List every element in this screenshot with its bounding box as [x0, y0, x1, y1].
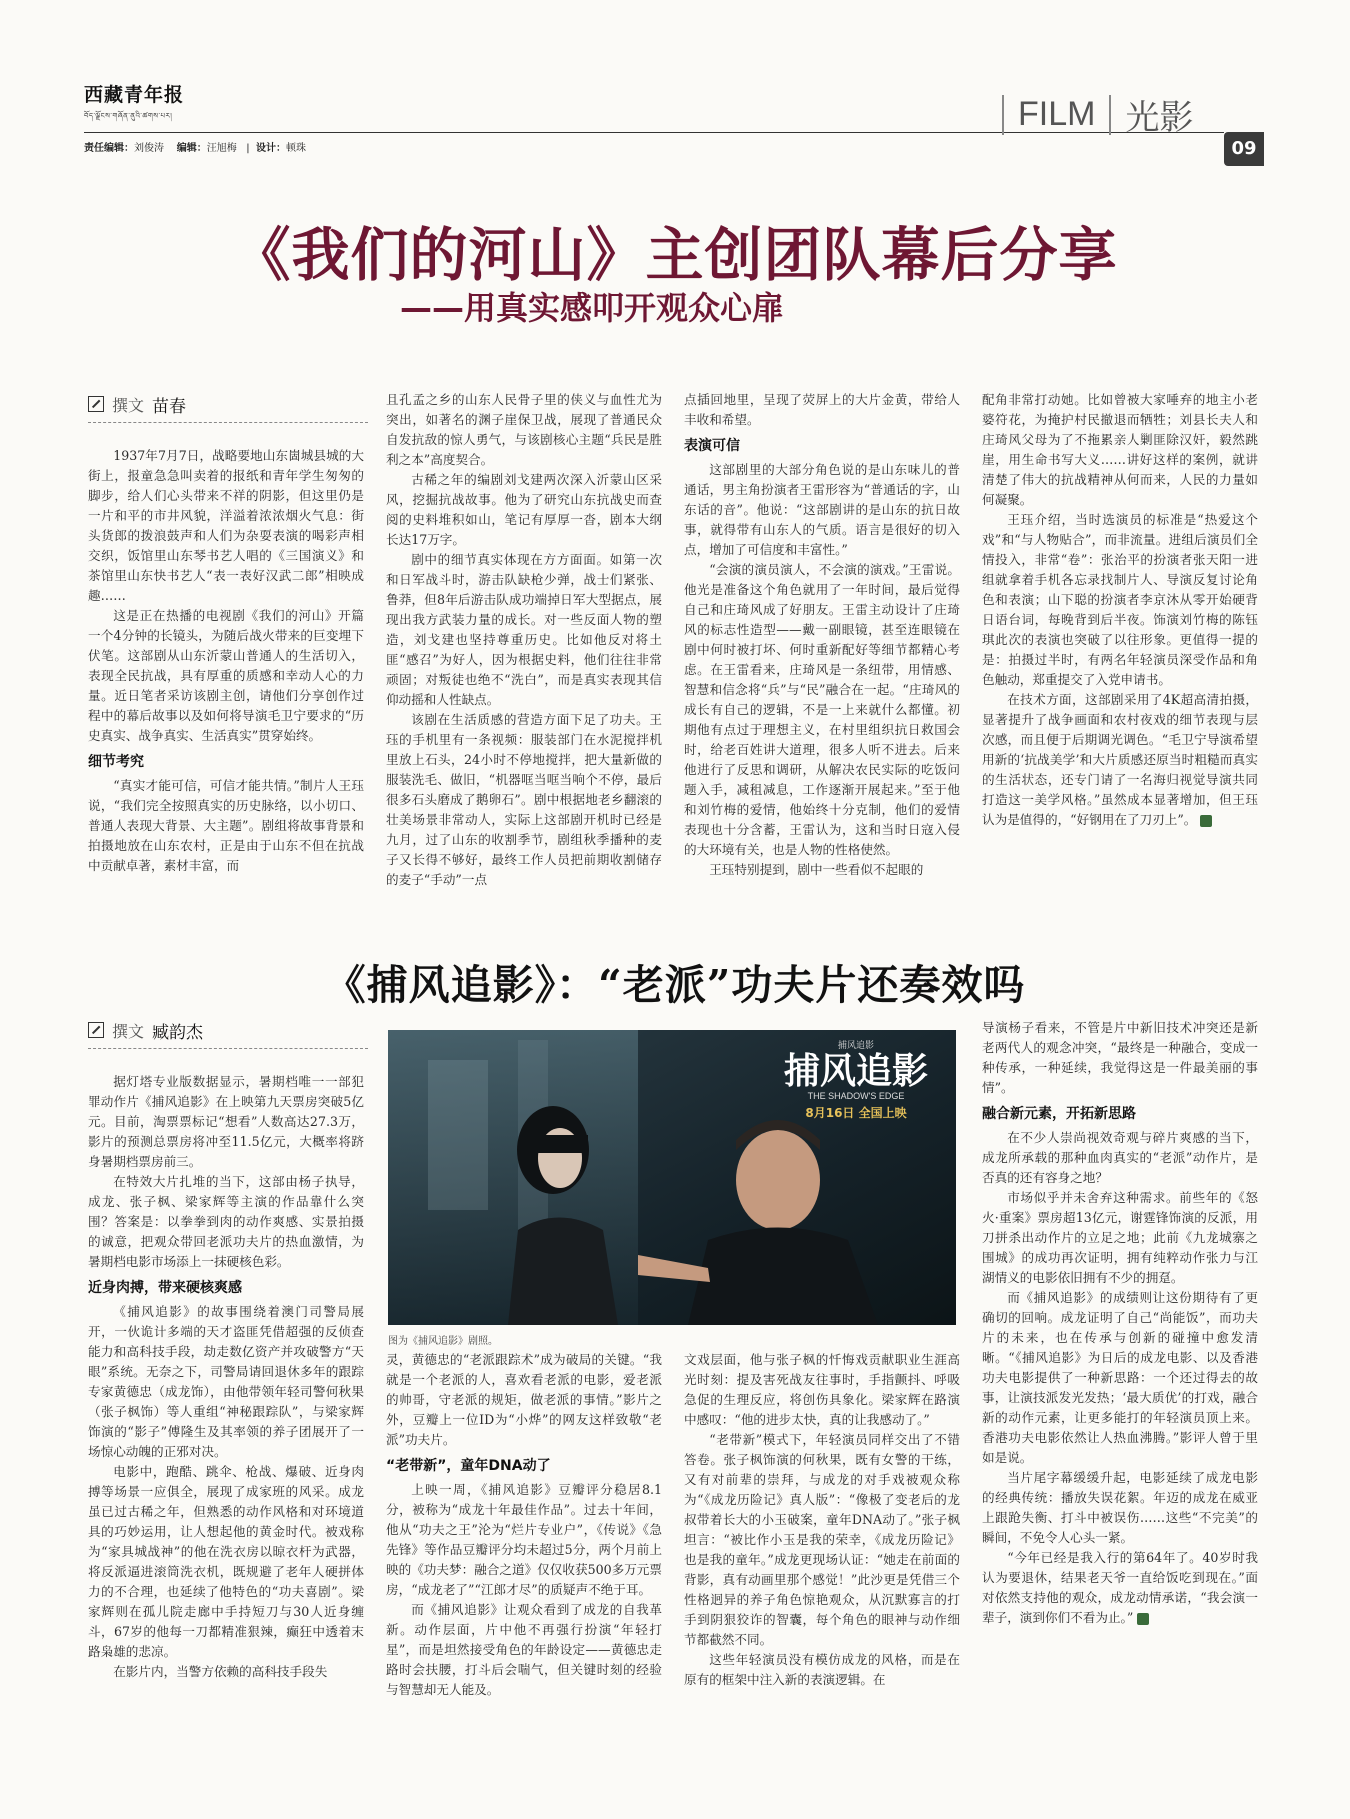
section-heading: 融合新元素，开拓新思路	[982, 1106, 1136, 1122]
article1-subtitle: ——用真实感叩开观众心扉	[400, 289, 785, 327]
paragraph: 古稀之年的编剧刘戈建两次深入沂蒙山区采风，挖掘抗战故事。他为了研究山东抗战史而查阅的史料堆积如山，笔记有厚厚一沓，剧本大纲长达17万字。	[386, 472, 662, 547]
paragraph: 该剧在生活质感的营造方面下足了功夫。王珏的手机里有一条视频：服装部门在水泥搅拌机里放上石头，24小时不停地搅拌，把大量新做的服装洗毛、做旧，“机器哐当哐当响个不停，最后很多石头磨成了鹅卵石”。剧中根据地老乡翻滚的壮美场景非常动人，实际上这部剧开机时已经是九月，过了山东的收割季节，剧组秋季播种的麦子又长得不够好，最终工作人员把前期收割储存的麦子“手动”一点	[386, 712, 662, 887]
section-cn: 光影	[1125, 99, 1194, 137]
byline-rule	[88, 422, 368, 423]
paragraph: “老带新”模式下，年轻演员同样交出了不错答卷。张子枫饰演的何秋果，既有女警的干练，又有对前辈的崇拜，与成龙的对手戏被观众称为“《成龙历险记》真人版”：“像极了变老后的龙叔带着长大的小玉破案，童年DNA动了。”张子枫坦言：“被比作小玉是我的荣幸，《成龙历险记》也是我的童年。”成龙更现场认证：“她走在前面的背影，真有动画里那个感觉！”此沙更是凭借三个性格迥异的养子角色惊艳观众，从沉默寡言的打手到阴狠狡诈的智囊，每个角色的眼神与动作细节都截然不同。	[684, 1432, 960, 1647]
page-number: 09	[1224, 132, 1264, 166]
section-divider	[1002, 95, 1004, 135]
paragraph: 文戏层面，他与张子枫的忏悔戏贡献职业生涯高光时刻：提及害死战友往事时，手指颤抖、呼吸急促的生理反应，将创伤具象化。梁家辉在路演中感叹：“他的进步太快，真的让我感动了。”	[684, 1352, 960, 1427]
pen-icon	[88, 396, 104, 412]
article2-byline	[88, 1018, 368, 1042]
article2-title: 《捕风追影》：“老派”功夫片还奏效吗	[324, 961, 1026, 1009]
paragraph-text: 在技术方面，这部剧采用了4K超高清拍摄，显著提升了战争画面和农村夜戏的细节表现与层次感，而且便于后期调光调色。“毛卫宁导演希望用新的‘抗战美学’和大片质感还原当时粗糙而真实的生活状态，还专门请了一名海归视觉导演共同打造这一美学风格。”虽然成本显著增加，但王珏认为是值得的，“好钢用在了刀刃上”。	[982, 692, 1258, 827]
paragraph: 而《捕风追影》让观众看到了成龙的自我革新。动作层面，片中他不再强行扮演“年轻打星”，而是坦然接受角色的年龄设定——黄德忠走路时会扶腰，打斗后会喘气，但关键时刻的经验与智慧却无人能及。	[386, 1602, 662, 1697]
article1-byline	[88, 392, 368, 416]
paragraph	[982, 690, 1258, 830]
masthead	[84, 80, 184, 128]
paragraph: 这是正在热播的电视剧《我们的河山》开篇一个4分钟的长镜头，为随后战火带来的巨变埋下伏笔。这部剧从山东沂蒙山普通人的生活切入，表现全民抗战，具有厚重的质感和幸动人心的力量。近日笔者采访该剧主创，请他们分享创作过程中的幕后故事以及如何将导演毛卫宁要求的“历史真实、战争真实、生活真实”贯穿始终。	[88, 608, 364, 743]
pen-icon	[88, 1022, 104, 1038]
article2-col3	[684, 1350, 960, 1742]
poster-date: 8月16日 全国上映	[805, 1106, 907, 1120]
paragraph: 导演杨子看来，不管是片中新旧技术冲突还是新老两代人的观念冲突，“最终是一种融合，变成一种传承，一种延续，我觉得这是一件最美丽的事情”。	[982, 1020, 1258, 1095]
byline-author: 臧韵杰	[152, 1022, 204, 1043]
poster-title: 捕风追影	[783, 1050, 928, 1092]
article2-byline-block	[88, 1018, 368, 1049]
paragraph: 据灯塔专业版数据显示，暑期档唯一一部犯罪动作片《捕风追影》在上映第九天票房突破5亿元。目前，淘票票标记“想看”人数高达27.3万，影片的预测总票房将冲至11.5亿元，大概率将跻身暑期档票房前三。	[88, 1074, 364, 1169]
byline-author: 苗春	[152, 396, 187, 417]
article2-col2	[386, 1350, 662, 1742]
article1-title: 《我们的河山》主创团队幕后分享	[232, 221, 1118, 289]
poster-small-title: 捕风追影	[837, 1041, 874, 1051]
paragraph: 点插回地里，呈现了荧屏上的大片金黄，带给人丰收和希望。	[684, 392, 960, 427]
poster-overlay	[766, 1038, 946, 1121]
article1-col3	[684, 390, 960, 926]
editor-name: 刘俊涛	[134, 143, 164, 154]
poster-en-title: THE SHADOW'S EDGE	[807, 1091, 905, 1101]
paragraph: 在影片内，当警方依赖的高科技手段失	[113, 1664, 328, 1679]
paragraph: 这些年轻演员没有模仿成龙的风格，而是在原有的框架中注入新的表演逻辑。在	[684, 1652, 960, 1687]
article2-col1	[88, 1072, 364, 1742]
paragraph: 《捕风追影》的故事围绕着澳门司警局展开，一伙诡计多端的天才盗匪凭借超强的反侦查能力和高科技手段，劫走数亿资产并攻破警方“天眼”系统。无奈之下，司警局请回退休多年的跟踪专家黄德忠（成龙饰），由他带领年轻司警何秋果（张子枫饰）等人重组“神秘跟踪队”，与梁家辉饰演的“影子”傅隆生及其率领的养子团展开了一场惊心动魄的正邪对决。	[88, 1304, 364, 1459]
paragraph: 剧中的细节真实体现在方方面面。如第一次和日军战斗时，游击队缺枪少弹，战士们紧张、鲁莽，但8年后游击队成功端掉日军大型据点，展现出我方武装力量的成长。对一些反面人物的塑造，刘戈建也坚持尊重历史。比如他反对将土匪“感召”为好人，因为根据史料，他们往往非常顽固；对叛徒也绝不“洗白”，而是真实表现其信仰动摇和人性缺点。	[386, 552, 662, 707]
paragraph	[982, 1548, 1258, 1628]
byline-rule	[88, 1048, 368, 1049]
section-heading: 细节考究	[88, 754, 144, 770]
paragraph: “真实才能可信，可信才能共情。”制片人王珏说，“我们完全按照真实的历史脉络，以小切口、普通人表现大背景、大主题”。剧组将故事背景和拍摄地放在山东农村，正是由于山东不但在抗战中贡献卓著，素材丰富，而	[88, 778, 364, 873]
paragraph: 这部剧里的大部分角色说的是山东味儿的普通话，男主角扮演者王雷形容为“普通话的字，山东话的音”。他说：“这部剧讲的是山东的抗日故事，就得带有山东人的气质。语言是很好的切入点，增加了可信度和丰富性。”	[684, 462, 960, 557]
paragraph: 上映一周，《捕风追影》豆瓣评分稳居8.1分，被称为“成龙十年最佳作品”。过去十年间，他从“功夫之王”沦为“烂片专业户”，《传说》《急先锋》等作品豆瓣评分均未超过5分，两个月前上映的《功夫梦：融合之道》仅仅收获500多万元票房，“成龙老了”“江郎才尽”的质疑声不绝于耳。	[386, 1482, 662, 1597]
article2-col4	[982, 1018, 1258, 1742]
article1-byline-block	[88, 392, 368, 423]
section-heading: 近身肉搏，带来硬核爽感	[88, 1280, 242, 1296]
section-divider-2	[1109, 95, 1111, 135]
byline-label: 撰文	[112, 395, 145, 415]
section-heading: 表演可信	[684, 438, 740, 454]
end-mark-icon	[1200, 815, 1212, 827]
photo-caption: 图为《捕风追影》剧照。	[388, 1336, 498, 1347]
paragraph: 且孔孟之乡的山东人民骨子里的侠义与血性尤为突出，如著名的渊子崖保卫战，展现了普通民众自发抗敌的惊人勇气，与该剧核心主题“兵民是胜利之本”高度契合。	[386, 392, 662, 467]
editor-label: 责任编辑：	[84, 143, 134, 154]
paragraph: 电影中，跑酷、跳伞、枪战、爆破、近身肉搏等场景一应俱全，展现了成家班的风采。成龙虽已过古稀之年，但熟悉的动作风格和对环境道具的巧妙运用，让人想起他的黄金时代。被戏称为“家具城战神”的他在洗衣房以晾衣杆为武器，将反派逼进滚筒洗衣机，既规避了老年人硬拼体力的不合理，也延续了他特色的“功夫喜剧”。梁家辉则在孤儿院走廊中手持短刀与30人近身缠斗，67岁的他每一刀都精准狠辣，癫狂中透着末路枭雄的悲凉。	[88, 1464, 364, 1659]
design-label: 设计：	[255, 143, 286, 154]
article1-col1	[88, 446, 364, 926]
paragraph: 在特效大片扎堆的当下，这部由杨子执导，成龙、张子枫、梁家辉等主演的作品靠什么突围？答案是：以拳拳到肉的动作爽感、实景拍摄的诚意，把观众带回老派功夫片的热血激情，为暑期档电影市场添上一抹硬核色彩。	[88, 1174, 364, 1269]
paragraph-text: “今年已经是我入行的第64年了。40岁时我认为要退休，结果老天爷一直给饭吃到现在。”面对依然支持他的观众，成龙动情承诺，“我会演一辈子，演到你们不看为止。”	[982, 1550, 1258, 1625]
masthead-subtitle: བོད་ལྗོངས་གཞོན་ནུའི་ཚགས་པར།	[84, 112, 173, 120]
paragraph: “会演的演员演人，不会演的演戏。”王雷说。他光是准备这个角色就用了一年时间，最后觉得自己和庄琦风成了好朋友。王雷主动设计了庄琦风的标志性造型——戴一副眼镜，甚至连眼镜在剧中何时被打坏、何时重新配好等细节都精心考虑。在王雷看来，庄琦风是一条纽带，用情感、智慧和信念将“兵”与“民”融合在一起。“庄琦风的成长有自己的逻辑，不是一上来就什么都懂。初期他有点过于理想主义，在村里组织抗日救国会时，给老百姓讲大道理，很多人听不进去。后来他进行了反思和调研，从解决农民实际的吃饭问题入手，减租减息，工作逐渐开展起来。”至于他和刘竹梅的爱情，他始终十分克制，他们的爱情表现也十分含蓄，王雷认为，这和当时日寇入侵的大环境有关，也是人物的性格使然。	[684, 562, 960, 857]
paragraph: 1937年7月7日，战略要地山东崮城县城的大街上，报童急急叫卖着的报纸和青年学生匆匆的脚步，给人们心头带来不祥的阴影，但这里仍是一片和平的市井风貌，洋溢着浓浓烟火气息：街头货郎的拨浪鼓声和人们为杂耍表演的喝彩声相交织，饭馆里山东琴书艺人唱的《三国演义》和茶馆里山东快书艺人“表一表好汉武二郎”相映成趣……	[88, 448, 364, 603]
credits: 责任编辑：刘俊涛 编辑：汪旭梅 | 设计：顿珠	[84, 143, 306, 154]
section-heading: “老带新”，童年DNA动了	[386, 1458, 551, 1474]
paragraph: 灵，黄德忠的“老派跟踪术”成为破局的关键。“我就是一个老派的人，喜欢看老派的电影，爱老派的帅哥，守老派的规矩，做老派的事情。”影片之外，豆瓣上一位ID为“小烨”的网友这样致敬“老派”功夫片。	[386, 1352, 662, 1447]
article1-col2	[386, 390, 662, 926]
paragraph: 而《捕风追影》的成绩则让这份期待有了更确切的回响。成龙证明了自己“尚能饭”，而功夫片的未来，也在传承与创新的碰撞中愈发清晰。“《捕风追影》为日后的成龙电影、以及香港功夫电影提供了一种新思路：一个还过得去的故事，让演技派发光发热；‘最大质优’的打戏，融合新的动作元素，让更多能打的年轻演员顶上来。香港功夫电影依然让人热血沸腾。”影评人曾于里如是说。	[982, 1290, 1258, 1465]
masthead-title: 西藏青年报	[84, 84, 185, 106]
paragraph: 市场似乎并未舍弃这种需求。前些年的《怒火·重案》票房超13亿元，谢霆锋饰演的反派，用刀拼杀出动作片的立足之地；此前《九龙城寨之围城》的成功再次证明，拥有纯粹动作张力与江湖情义的电影依旧拥有不少的拥趸。	[982, 1190, 1258, 1285]
article1-col4	[982, 390, 1258, 926]
section-tag	[988, 90, 1193, 139]
paragraph: 王珏介绍，当时选演员的标准是“热爱这个戏”和“与人物贴合”，而非流量。进组后演员们全情投入，非常“卷”：张治平的扮演者张天阳一进组就拿着手机各忘录找制片人、导演反复讨论角色和表演；山下聪的扮演者李京沐从零开始硬背日语台词，每晚背到后半夜。饰演刘竹梅的陈钰琪此次的表演也突破了以往形象。更值得一提的是：拍摄过半时，有两名年轻演员深受作品和角色触动，郑重提交了入党申请书。	[982, 512, 1258, 687]
paragraph: 在不少人崇尚视效奇观与碎片爽感的当下，成龙所承载的那种血肉真实的“老派”动作片，是否真的还有容身之地？	[982, 1130, 1258, 1185]
section-en: FILM	[1018, 95, 1096, 133]
paragraph: 王珏特别提到，剧中一些看似不起眼的	[709, 862, 924, 877]
film-still-photo	[388, 1030, 956, 1325]
copy-name: 汪旭梅	[206, 143, 237, 154]
copy-label: 编辑：	[176, 143, 207, 154]
byline-label: 撰文	[112, 1021, 145, 1041]
end-mark-icon	[1137, 1613, 1149, 1625]
paragraph: 配角非常打动她。比如曾被大家唾弃的地主小老婆符花，为掩护村民撤退而牺牲；刘县长夫人和庄琦风父母为了不拖累亲人剿匪除汉奸，毅然跳崖，用生命书写大义……讲好这样的案例，就讲清楚了伟大的抗战精神从何而来，人民的力量如何凝聚。	[982, 392, 1258, 507]
paragraph: 当片尾字幕缓缓升起，电影延续了成龙电影的经典传统：播放失误花絮。年迈的成龙在威亚上跟跄失衡、打斗中被误伤……这些“不完美”的瞬间，不免令人心头一紧。	[982, 1470, 1258, 1545]
design-name: 顿珠	[285, 143, 306, 154]
